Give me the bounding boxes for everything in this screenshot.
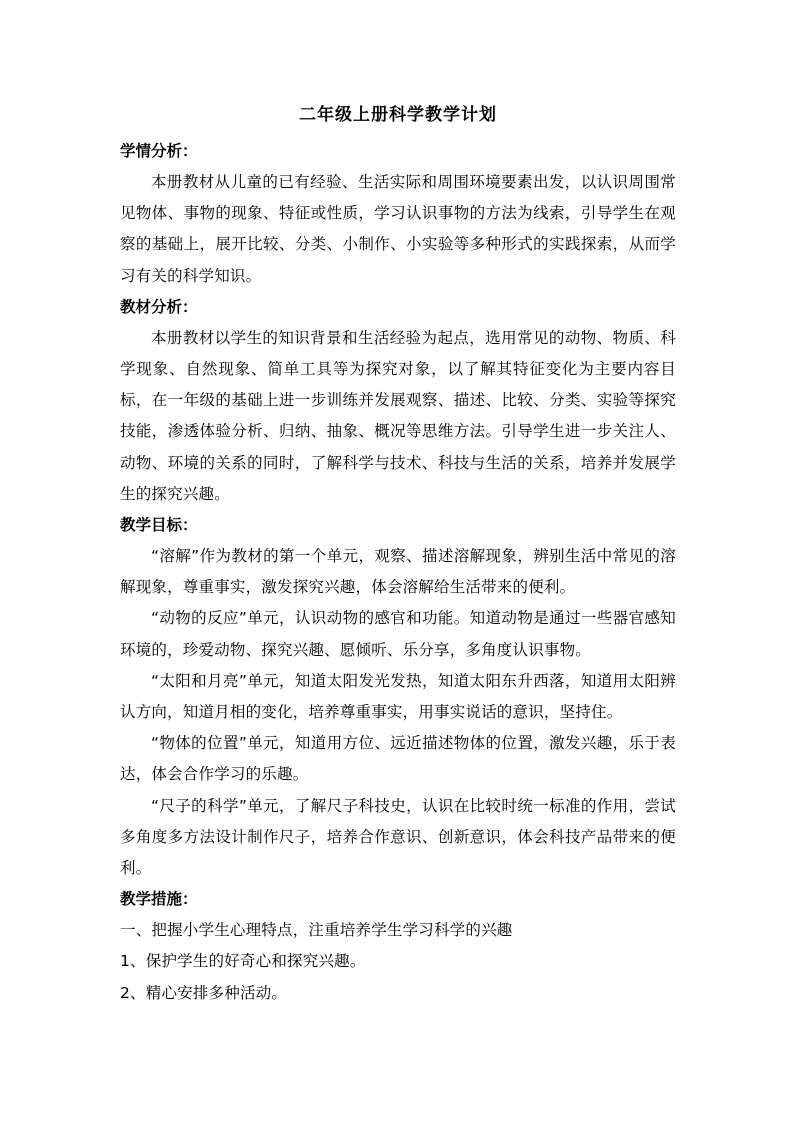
- section-heading-teaching-goals: 教学目标：: [120, 516, 198, 535]
- document-title: 二年级上册科学教学计划: [299, 105, 497, 125]
- paragraph-goal-animal-reactions: “动物的反应”单元，认识动物的感官和功能。知道动物是通过一些器官感知环境的，珍爱动物、探究兴趣、愿倾听、乐分享，多角度认识事物。: [120, 609, 676, 659]
- paragraph-goal-ruler-science: “尺子的科学”单元，了解尺子科技史，认识在比较时统一标准的作用，尝试多角度多方法设计制作尺子，培养合作意识、创新意识，体会科技产品带来的便利。: [120, 796, 676, 878]
- measure-line-2: 1、保护学生的好奇心和探究兴趣。: [120, 952, 366, 971]
- measure-line-3: 2、精心安排多种活动。: [120, 983, 288, 1002]
- paragraph-goal-sun-moon: “太阳和月亮”单元，知道太阳发光发热，知道太阳东升西落，知道用太阳辨认方向，知道月相的变化，培养尊重事实，用事实说话的意识，坚持住。: [120, 671, 676, 722]
- measure-line-1: 一、把握小学生心理特点，注重培养学生学习科学的兴趣: [120, 921, 513, 940]
- document-body: [120, 100, 676, 1009]
- paragraph-goal-object-position: “物体的位置”单元，知道用方位、远近描述物体的位置，激发兴趣，乐于表达，体会合作学习的乐趣。: [120, 734, 676, 784]
- paragraph-student-analysis: 本册教材从儿童的已有经验、生活实际和周围环境要素出发，以认识周围常见物体、事物的现象、特征或性质，学习认识事物的方法为线索，引导学生在观察的基础上，展开比较、分类、小制作、小实验等多种形式的实践探索，从而学习有关的科学知识。: [120, 173, 676, 285]
- section-heading-student-analysis: 学情分析：: [120, 142, 198, 160]
- section-heading-textbook-analysis: 教材分析：: [120, 297, 198, 316]
- paragraph-goal-dissolving: “溶解”作为教材的第一个单元，观察、描述溶解现象，辨别生活中常见的溶解现象，尊重事实，激发探究兴趣，体会溶解给生活带来的便利。: [120, 547, 676, 597]
- paragraph-textbook-analysis: 本册教材以学生的知识背景和生活经验为起点，选用常见的动物、物质、科学现象、自然现象、简单工具等为探究对象，以了解其特征变化为主要内容目标，在一年级的基础上进一步训练并发展观察、描述、比较、分类、实验等探究技能，渗透体验分析、归纳、抽象、概况等思维方法。引导学生进一步关注人、动物、环境的关系的同时，了解科学与技术、科技与生活的关系，培养并发展学生的探究兴趣。: [120, 328, 676, 503]
- section-heading-teaching-measures: 教学措施：: [120, 890, 198, 909]
